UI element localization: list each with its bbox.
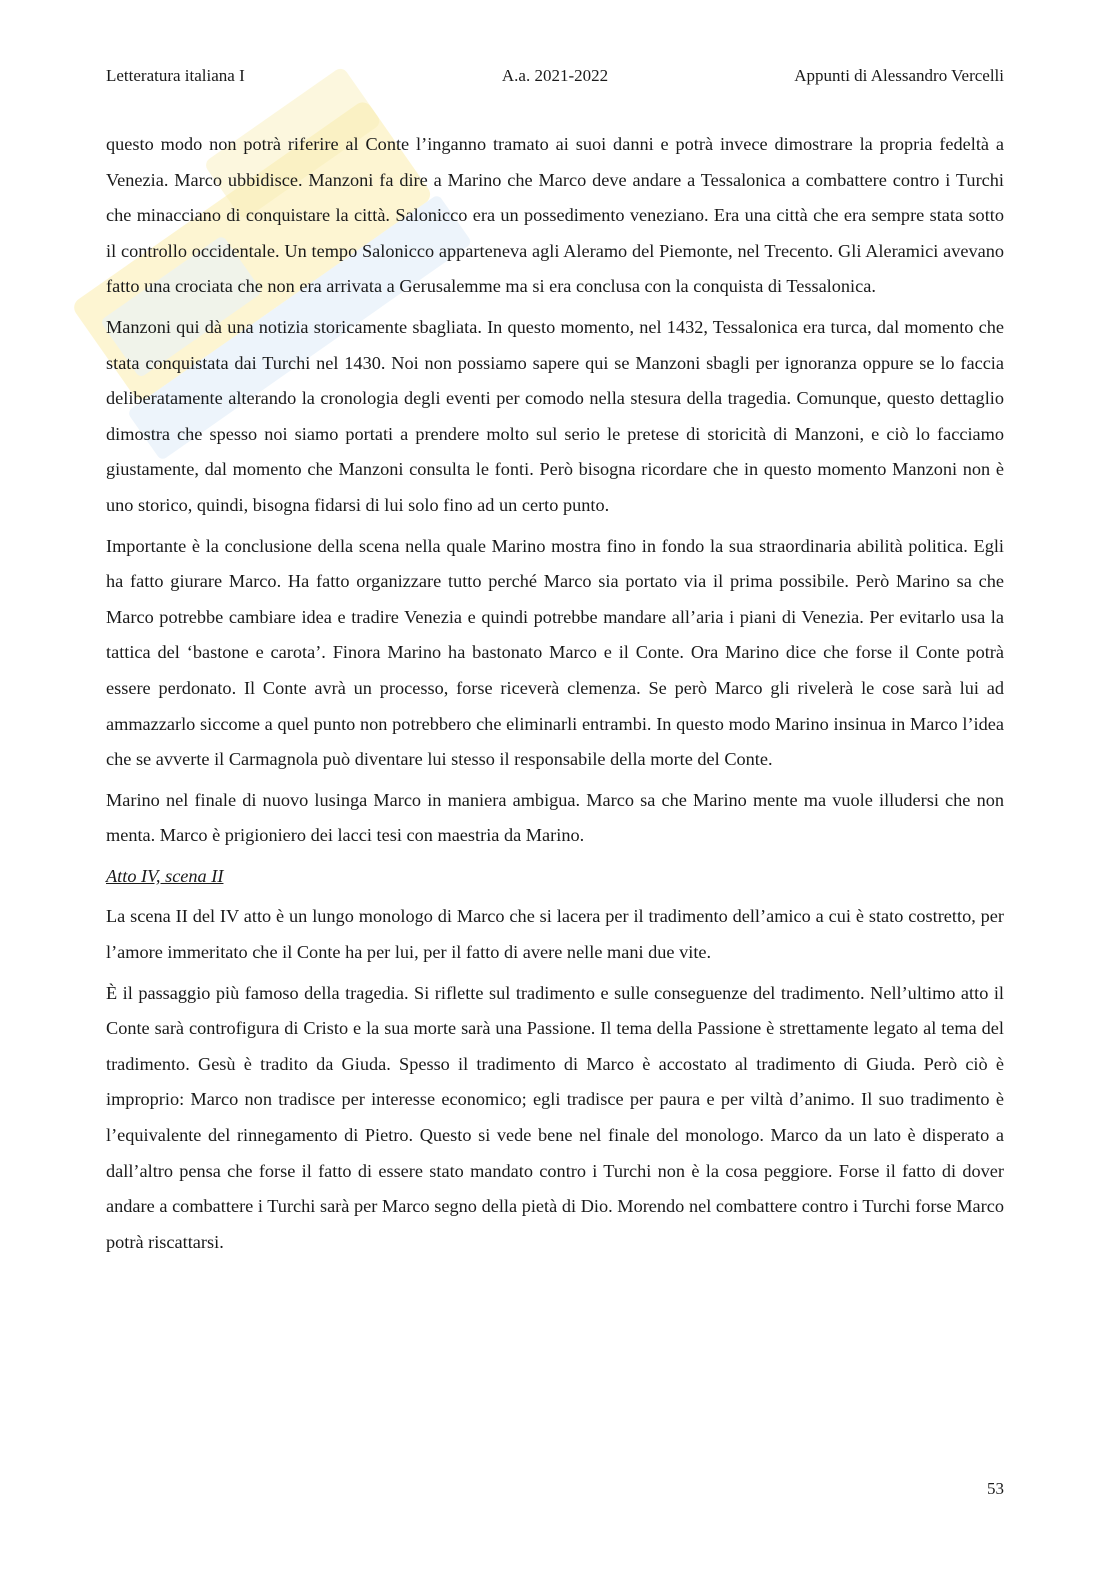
page-number: 53 xyxy=(987,1479,1004,1498)
body-paragraph: È il passaggio più famoso della tragedia. Si riflette sul tradimento e sulle conseguenze del tradimento. Nell’ultimo atto il Conte sarà controfigura di Cristo e la sua morte sarà una Passione. Il tema della Passione è strettamente legato al tema del tradimento. Gesù è tradito da Giuda. Spesso il tradimento di Marco è accostato al tradimento di Giuda. Però ciò è improprio: Marco non tradisce per interesse economico; egli tradisce per paura e per viltà d’animo. Il suo tradimento è l’equivalente del rinnegamento di Pietro. Questo si vede bene nel finale del monologo. Marco da un lato è disperato a dall’altro pensa che forse il fatto di essere stato mandato contro i Turchi non è la cosa peggiore. Forse il fatto di dover andare a combattere i Turchi sarà per Marco segno della pietà di Dio. Morendo nel combattere contro i Turchi forse Marco potrà riscattarsi. xyxy=(106,982,1004,1252)
page-header xyxy=(106,66,1004,90)
body-paragraph: La scena II del IV atto è un lungo monologo di Marco che si lacera per il tradimento dell’amico a cui è stato costretto, per l’amore immeritato che il Conte ha per lui, per il fatto di avere nelle mani due vite. xyxy=(106,906,1004,963)
body-paragraph: Manzoni qui dà una notizia storicamente sbagliata. In questo momento, nel 1432, Tessalonica era turca, dal momento che stata conquistata dai Turchi nel 1430. Noi non possiamo sapere qui se Manzoni sbagli per ignoranza oppure se lo faccia deliberatamente alterando la cronologia degli eventi per comodo nella stesura della tragedia. Comunque, questo dettaglio dimostra che spesso noi siamo portati a prendere molto sul serio le pretese di storicità di Manzoni, e ciò lo facciamo giustamente, dal momento che Manzoni consulta le fonti. Però bisogna ricordare che in questo momento Manzoni non è uno storico, quindi, bisogna fidarsi di lui solo fino ad un certo punto. xyxy=(106,316,1004,515)
body-paragraph: Marino nel finale di nuovo lusinga Marco in maniera ambigua. Marco sa che Marino mente ma vuole illudersi che non menta. Marco è prigioniero dei lacci tesi con maestria da Marino. xyxy=(106,789,1004,846)
header-author-notes: Appunti di Alessandro Vercelli xyxy=(794,66,1004,85)
header-academic-year: A.a. 2021-2022 xyxy=(501,66,609,85)
section-heading: Atto IV, scena II xyxy=(106,865,224,886)
body-paragraph: Importante è la conclusione della scena nella quale Marino mostra fino in fondo la sua straordinaria abilità politica. Egli ha fatto giurare Marco. Ha fatto organizzare tutto perché Marco sia portato via il prima possibile. Però Marino sa che Marco potrebbe cambiare idea e tradire Venezia e quindi potrebbe mandare all’aria i piani di Venezia. Per evitarlo usa la tattica del ‘bastone e carota’. Finora Marino ha bastonato Marco e il Conte. Ora Marino dice che forse il Conte potrà essere perdonato. Il Conte avrà un processo, forse riceverà clemenza. Se però Marco gli rivelerà le cose sarà lui ad ammazzarlo siccome a quel punto non potrebbero che eliminarli entrambi. In questo modo Marino insinua in Marco l’idea che se avverte il Carmagnola può diventare lui stesso il responsabile della morte del Conte. xyxy=(106,535,1004,770)
header-course-title: Letteratura italiana I xyxy=(106,66,245,85)
document-body xyxy=(106,127,1004,1265)
body-paragraph: questo modo non potrà riferire al Conte l’inganno tramato ai suoi danni e potrà invece dimostrare la propria fedeltà a Venezia. Marco ubbidisce. Manzoni fa dire a Marino che Marco deve andare a Tessalonica a combattere contro i Turchi che minacciano di conquistare la città. Salonicco era un possedimento veneziano. Era una città che era sempre stata sotto il controllo occidentale. Un tempo Salonicco apparteneva agli Aleramo del Piemonte, nel Trecento. Gli Aleramici avevano fatto una crociata che non era arrivata a Gerusalemme ma si era conclusa con la conquista di Tessalonica. xyxy=(106,134,1004,297)
